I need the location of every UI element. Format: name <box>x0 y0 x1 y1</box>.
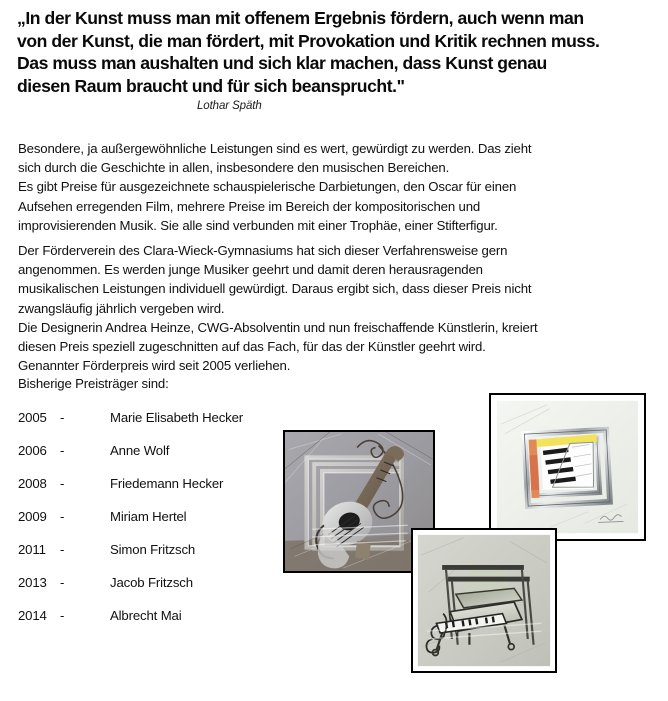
winner-name: Marie Elisabeth Hecker <box>110 410 244 425</box>
winner-year: 2011 <box>18 542 46 557</box>
winner-year: 2009 <box>18 509 47 524</box>
quote-line-2: von der Kunst, die man fördert, mit Provokation und Kritik rechnen muss. <box>17 30 600 51</box>
text-line: zwangsläufig jährlich vergeben wird. <box>18 300 225 316</box>
list-item <box>18 542 288 575</box>
paragraph-intro <box>18 139 638 235</box>
text-line: Der Förderverein des Clara-Wieck-Gymnasiums hat sich dieser Verfahrensweise gern <box>18 243 508 258</box>
winner-name: Simon Fritzsch <box>110 542 196 557</box>
winner-name: Albrecht Mai <box>110 608 182 623</box>
text-line: Genannter Förderpreis wird seit 2005 verliehen. <box>18 358 291 374</box>
text-line: diesen Preis speziell zugeschnitten auf das Fach, für das der Künstler geehrt wird. <box>18 339 486 355</box>
winner-separator: - <box>60 443 65 458</box>
list-item <box>18 509 288 542</box>
list-item <box>18 575 288 608</box>
grand-piano-icon <box>413 530 555 671</box>
framed-keys-icon <box>491 395 644 539</box>
list-item <box>18 476 288 509</box>
winner-year: 2008 <box>18 476 47 491</box>
artwork-framed-keys-inner <box>491 395 644 539</box>
paragraph-foerderverein <box>18 241 638 375</box>
winner-separator: - <box>60 476 65 491</box>
paragraph-intro-text <box>18 139 638 235</box>
winner-separator: - <box>60 608 65 623</box>
quote-line-4: diesen Raum braucht und für sich beansprucht." <box>17 75 405 96</box>
winner-name: Anne Wolf <box>110 443 170 458</box>
winner-year: 2013 <box>18 575 47 590</box>
text-line: Besondere, ja außergewöhnliche Leistungen sind es wert, gewürdigt zu werden. Das zieht <box>18 141 532 156</box>
text-line: Aufsehen erregenden Film, mehrere Preise im Bereich der kompositorischen und <box>18 198 481 214</box>
winner-separator: - <box>60 575 65 590</box>
winner-year: 2006 <box>18 443 47 458</box>
winner-separator: - <box>60 509 65 524</box>
artwork-grand-piano-inner <box>413 530 555 671</box>
list-item <box>18 410 288 443</box>
artwork-photo-framed-keys <box>489 393 646 541</box>
list-item <box>18 443 288 476</box>
winner-name: Jacob Fritzsch <box>110 575 193 590</box>
paragraph-foerderverein-text <box>18 241 638 375</box>
quote-attribution: Lothar Späth <box>197 100 262 112</box>
quote-line-3: Das muss man aushalten und sich klar machen, dass Kunst genau <box>17 53 547 73</box>
pull-quote <box>17 7 651 113</box>
text-line: sich durch die Geschichte in allen, insbesondere den musischen Bereichen. <box>18 160 450 176</box>
winner-year: 2014 <box>18 608 47 623</box>
text-line: musikalischen Leistungen individuell gewürdigt. Daraus ergibt sich, dass dieser Preis nicht <box>18 281 532 297</box>
winner-separator: - <box>60 410 65 425</box>
text-line: improvisierenden Musik. Sie alle sind verbunden mit einer Trophäe, einer Stifterfigur. <box>18 217 498 233</box>
quote-line-1: „In der Kunst muss man mit offenem Ergebnis fördern, auch wenn man <box>17 8 584 28</box>
winner-separator: - <box>60 542 65 557</box>
artwork-photo-grand-piano <box>411 528 557 673</box>
text-line: Die Designerin Andrea Heinze, CWG-Absolventin und nun freischaffende Künstlerin, kreiert <box>18 319 538 335</box>
winner-name: Miriam Hertel <box>110 509 187 524</box>
text-line: angenommen. Es werden junge Musiker geehrt und damit deren herausragenden <box>18 262 483 278</box>
winners-list <box>18 410 288 641</box>
list-item <box>18 608 288 641</box>
winner-name: Friedemann Hecker <box>110 476 224 491</box>
text-line: Es gibt Preise für ausgezeichnete schauspielerische Darbietungen, den Oscar für einen <box>18 179 517 195</box>
winners-heading: Bisherige Preisträger sind: <box>18 376 169 391</box>
winner-year: 2005 <box>18 410 47 425</box>
